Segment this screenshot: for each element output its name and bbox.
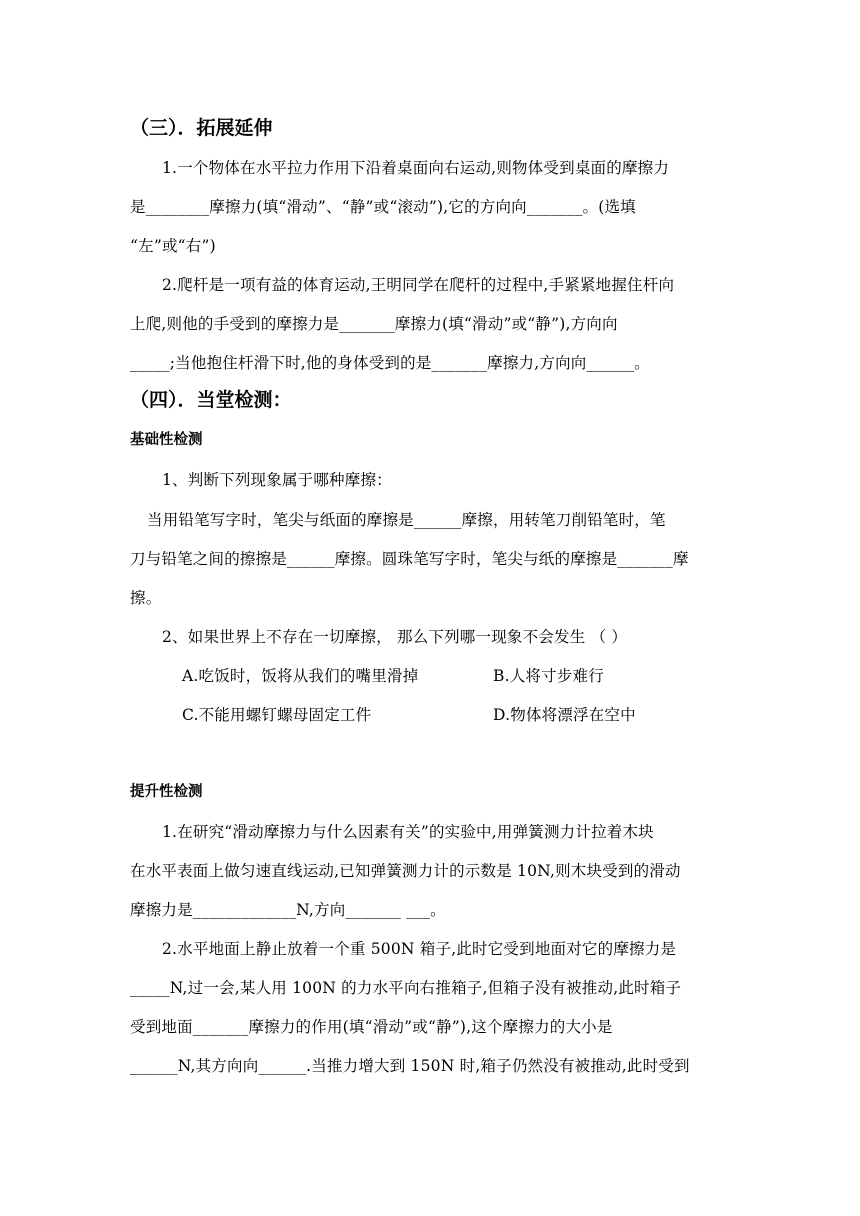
basic-q2-option-a: A.吃饭时，饭将从我们的嘴里滑掉 [182,667,419,685]
basic-q1-line3: 刀与铅笔之间的擦擦是______摩擦。圆珠笔写字时，笔尖与纸的摩擦是_______摩 [130,550,689,568]
adv-q1-line1: 1.在研究“滑动摩擦力与什么因素有关”的实验中,用弹簧测力计拉着木块 [162,823,654,841]
adv-q2-line4: ______N,其方向向______.当推力增大到 150N 时,箱子仍然没有被推动,此时受到 [130,1057,690,1075]
s3-q2-line3: _____;当他抱住杆滑下时,他的身体受到的是_______摩擦力,方向向______。 [130,354,650,372]
basic-q1-line2: 当用铅笔写字时，笔尖与纸面的摩擦是______摩擦，用转笔刀削铅笔时，笔 [147,511,666,529]
section-3-heading: （三）．拓展延伸 [130,117,273,139]
adv-q1-line3: 摩擦力是_____________N,方向_______ ___。 [130,901,446,919]
basic-check-heading: 基础性检测 [130,432,203,448]
s3-q2-line2: 上爬,则他的手受到的摩擦力是_______摩擦力(填“滑动”或“静”),方向向 [130,315,618,333]
basic-q2-option-d: D.物体将漂浮在空中 [493,706,636,724]
s3-q1-line2: 是________摩擦力(填“滑动”、“静”或“滚动”),它的方向向_______。(选填 [130,198,636,216]
basic-q2-option-b: B.人将寸步难行 [493,667,604,685]
advanced-check-heading: 提升性检测 [130,784,203,800]
adv-q1-line2: 在水平表面上做匀速直线运动,已知弹簧测力计的示数是 10N,则木块受到的滑动 [130,862,681,880]
basic-q2-option-c: C.不能用螺钉螺母固定工件 [182,706,372,724]
section-4-heading: （四）．当堂检测： [130,389,292,411]
s3-q1-line1: 1.一个物体在水平拉力作用下沿着桌面向右运动,则物体受到桌面的摩擦力 [162,159,670,177]
s3-q1-line3: “左”或“右”) [130,237,216,255]
adv-q2-line2: _____N,过一会,某人用 100N 的力水平向右推箱子,但箱子没有被推动,此时箱子 [130,979,682,997]
basic-q1-line4: 擦。 [130,589,162,607]
adv-q2-line1: 2.水平地面上静止放着一个重 500N 箱子,此时它受到地面对它的摩擦力是 [162,940,677,958]
adv-q2-line3: 受到地面_______摩擦力的作用(填“滑动”或“静”),这个摩擦力的大小是 [130,1018,613,1036]
s3-q2-line1: 2.爬杆是一项有益的体育运动,王明同学在爬杆的过程中,手紧紧地握住杆向 [162,276,675,294]
basic-q2-stem: 2、如果世界上不存在一切摩擦， 那么下列哪一现象不会发生 （ ） [162,628,628,646]
basic-q1-line1: 1、判断下列现象属于哪种摩擦： [162,471,392,489]
